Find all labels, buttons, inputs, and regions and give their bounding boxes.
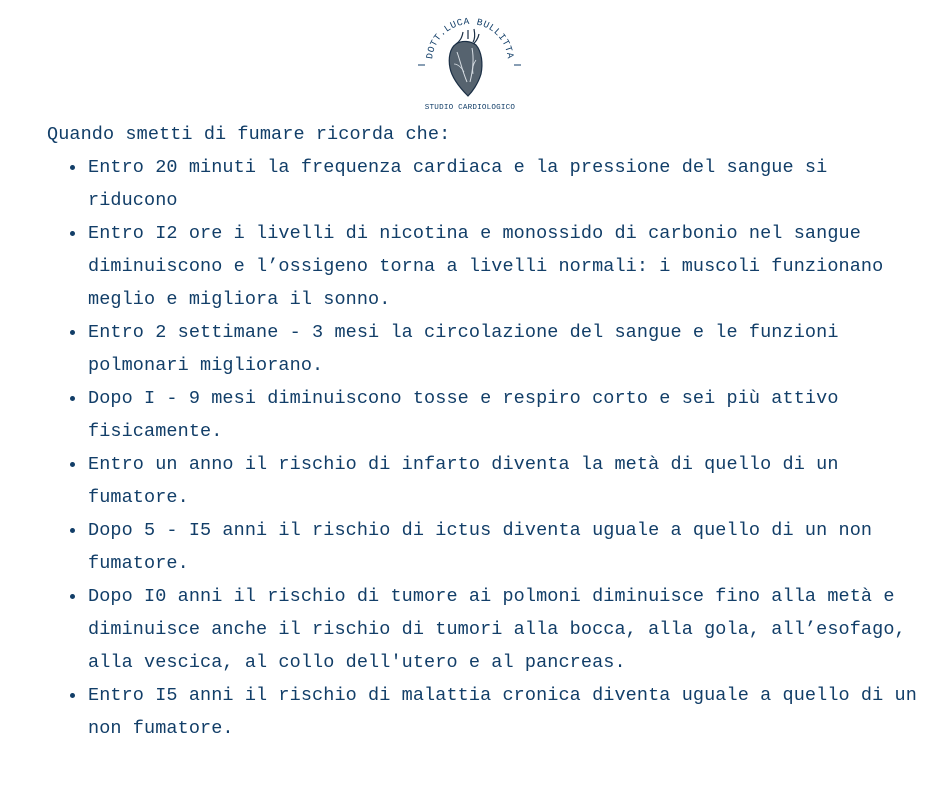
list-item: Dopo I - 9 mesi diminuiscono tosse e respiro corto e sei più attivo fisicamente. — [88, 382, 927, 448]
list-item: Entro I2 ore i livelli di nicotina e monossido di carbonio nel sangue diminuiscono e l’ossigeno torna a livelli normali: i muscoli funzionano meglio e migliora il sonno. — [88, 217, 927, 316]
list-item: Entro 2 settimane - 3 mesi la circolazione del sangue e le funzioni polmonari migliorano. — [88, 316, 927, 382]
document-body — [47, 118, 927, 745]
list-item: Entro un anno il rischio di infarto diventa la metà di quello di un fumatore. — [88, 448, 927, 514]
anatomical-heart-icon — [449, 29, 482, 96]
list-item: Dopo 5 - I5 anni il rischio di ictus diventa uguale a quello di un non fumatore. — [88, 514, 927, 580]
logo — [410, 12, 530, 114]
list-item: Dopo I0 anni il rischio di tumore ai polmoni diminuisce fino alla metà e diminuisce anche il rischio di tumori alla bocca, alla gola, all’esofago, alla vescica, al collo dell'utero e al pancreas. — [88, 580, 927, 679]
logo-subtitle: STUDIO CARDIOLOGICO — [424, 104, 516, 112]
benefits-list — [47, 151, 927, 745]
intro-text: Quando smetti di fumare ricorda che: — [47, 124, 451, 145]
logo-name: DOTT.LUCA BULLITTA — [424, 15, 516, 60]
list-item: Entro I5 anni il rischio di malattia cronica diventa uguale a quello di un non fumatore. — [88, 679, 927, 745]
list-item: Entro 20 minuti la frequenza cardiaca e la pressione del sangue si riducono — [88, 151, 927, 217]
